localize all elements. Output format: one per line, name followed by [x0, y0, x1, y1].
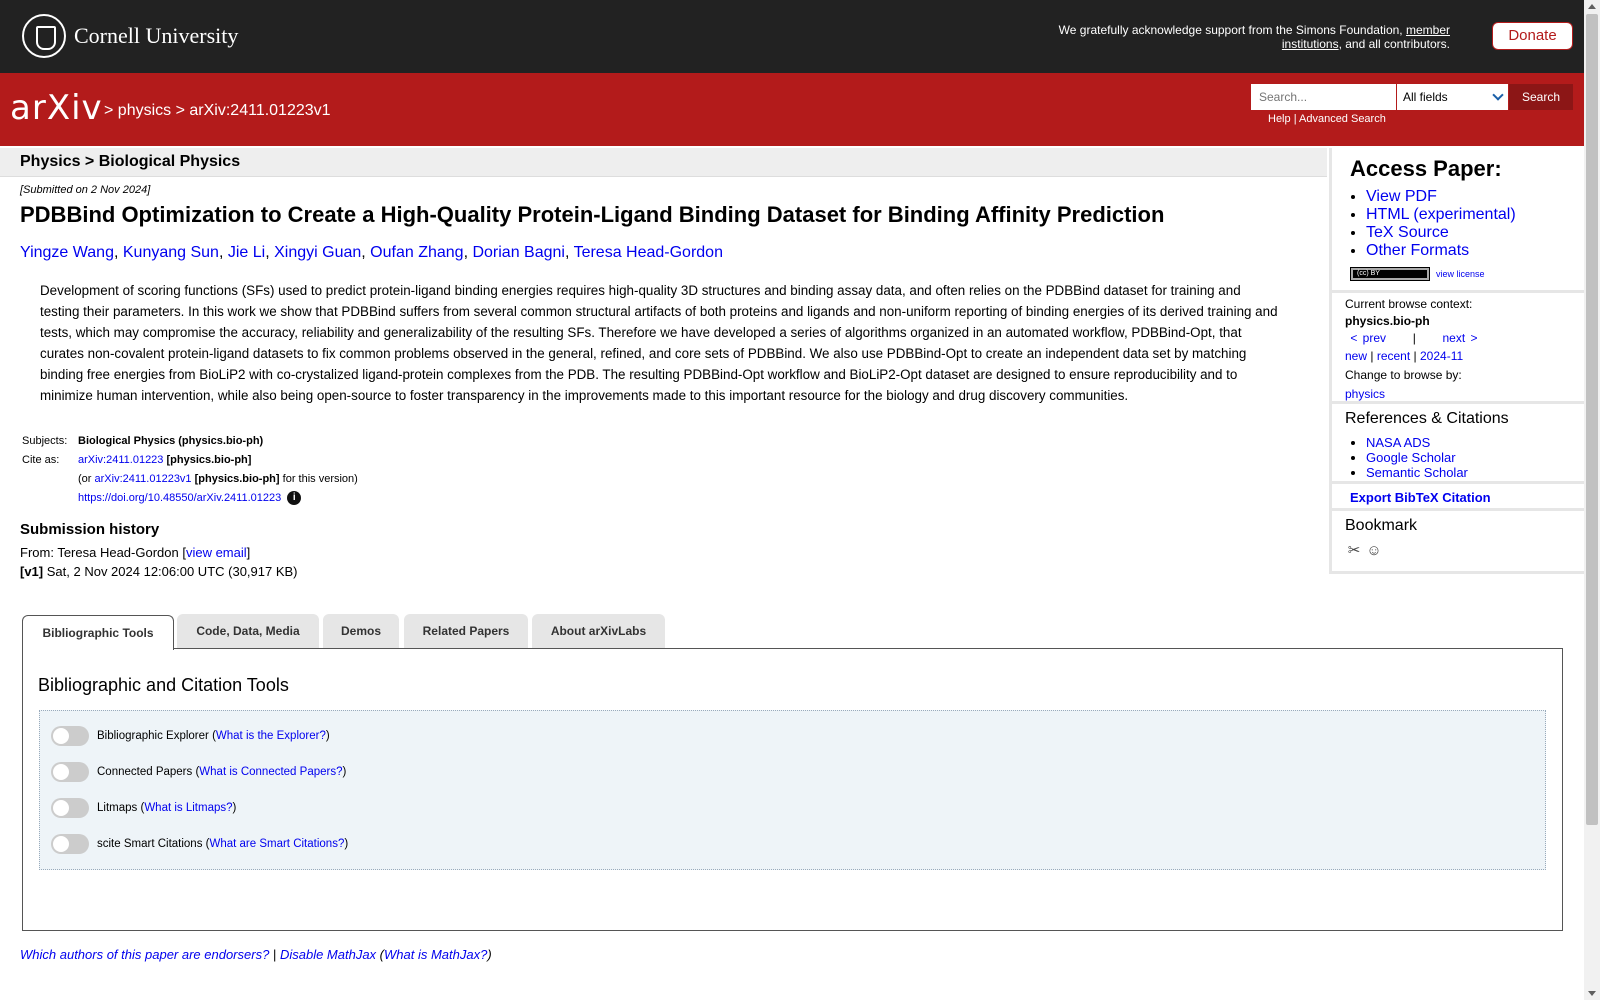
tab-about-arxivlabs[interactable]: About arXivLabs — [532, 614, 665, 648]
paper-title: PDBBind Optimization to Create a High-Quality Protein-Ligand Binding Dataset for Binding Affinity Prediction — [20, 202, 1165, 227]
submission-history-title: Submission history — [20, 521, 160, 538]
scrollbar-thumb[interactable] — [1586, 14, 1598, 825]
donate-button[interactable]: Donate — [1492, 22, 1573, 50]
chevron-down-icon — [1492, 89, 1503, 100]
tool-label: Bibliographic Explorer — [97, 730, 209, 742]
connected-papers-toggle[interactable] — [51, 762, 89, 782]
tab-code-data-media[interactable]: Code, Data, Media — [177, 614, 319, 648]
author-link[interactable]: Xingyi Guan — [274, 244, 362, 261]
version-suffix: for this version) — [282, 472, 358, 485]
browse-context-label: Current browse context: — [1345, 297, 1473, 311]
access-paper-title: Access Paper: — [1350, 156, 1502, 181]
cite-category: [physics.bio-ph] — [166, 453, 252, 466]
search-field-select[interactable] — [1397, 84, 1508, 110]
nav-separator: | — [1412, 331, 1416, 345]
what-is-litmaps-link[interactable]: What is Litmaps? — [144, 802, 233, 814]
view-pdf-link[interactable]: View PDF — [1366, 188, 1437, 205]
litmaps-toggle[interactable] — [51, 798, 89, 818]
listing-separator: | — [1413, 349, 1417, 363]
export-bibtex-link[interactable]: Export BibTeX Citation — [1350, 490, 1491, 505]
vertical-scrollbar[interactable] — [1584, 0, 1600, 1000]
version-history-v1 — [20, 564, 298, 579]
help-separator: | — [1293, 113, 1297, 125]
tool-label: scite Smart Citations — [97, 838, 203, 850]
what-is-explorer-link[interactable]: What is the Explorer? — [215, 730, 326, 742]
tool-litmaps: Litmaps ( What is Litmaps? ) — [51, 797, 236, 819]
help-links — [1268, 113, 1386, 125]
author-link[interactable]: Oufan Zhang — [370, 244, 464, 261]
breadcrumb — [104, 102, 331, 120]
search-field-value: All fields — [1403, 90, 1448, 104]
version-category: [physics.bio-ph] — [194, 472, 280, 485]
footer-separator: | — [272, 947, 277, 962]
what-is-connected-papers-link[interactable]: What is Connected Papers? — [199, 766, 343, 778]
author-link[interactable]: Jie Li — [227, 244, 266, 261]
month-link[interactable]: 2024-11 — [1420, 349, 1464, 363]
version-prefix: (or — [78, 472, 92, 485]
listing-links — [1345, 349, 1463, 363]
breadcrumb-paper-id: arXiv:2411.01223v1 — [189, 102, 331, 119]
author-link[interactable]: Teresa Head-Gordon — [573, 244, 723, 261]
bibliographic-explorer-toggle[interactable] — [51, 726, 89, 746]
what-are-smart-citations-link[interactable]: What are Smart Citations? — [209, 838, 345, 850]
cornell-logo[interactable] — [22, 14, 238, 58]
author-list: Yingze Wang, Kunyang Sun, Jie Li, Xingyi Guan, Oufan Zhang, Dorian Bagni, Teresa Head-Gordon — [20, 244, 723, 261]
change-browse-label: Change to browse by: — [1345, 368, 1462, 382]
bibsonomy-icon[interactable]: ✂ — [1347, 542, 1361, 559]
new-link[interactable]: new — [1345, 349, 1368, 363]
references-panel — [1329, 404, 1584, 484]
subjects-value: Biological Physics (physics.bio-ph) — [78, 434, 264, 447]
google-scholar-link[interactable]: Google Scholar — [1366, 450, 1456, 465]
html-experimental-link[interactable]: HTML (experimental) — [1366, 206, 1516, 223]
submitter-line — [20, 545, 250, 560]
version-id-link[interactable]: arXiv:2411.01223v1 — [94, 472, 192, 485]
browse-context-value: physics.bio-ph — [1345, 314, 1430, 328]
tab-panel-bibliographic-tools — [22, 648, 1563, 931]
prev-link[interactable]: < prev — [1350, 331, 1387, 345]
tool-label: Litmaps — [97, 802, 138, 814]
metadata-table — [20, 431, 358, 507]
reddit-icon[interactable]: ☺ — [1366, 542, 1382, 559]
what-is-mathjax-link[interactable]: What is MathJax? — [384, 947, 488, 962]
advanced-search-link[interactable]: Advanced Search — [1299, 113, 1386, 125]
references-title: References & Citations — [1345, 410, 1509, 427]
tools-heading: Bibliographic and Citation Tools — [38, 675, 289, 695]
prev-next-nav — [1345, 331, 1478, 345]
tools-list — [39, 710, 1546, 870]
author-link[interactable]: Yingze Wang — [20, 244, 114, 261]
tab-related-papers[interactable]: Related Papers — [404, 614, 528, 648]
license — [1350, 267, 1485, 281]
search-button[interactable]: Search — [1509, 84, 1573, 110]
browse-context-panel — [1329, 293, 1584, 404]
next-link[interactable]: next > — [1442, 331, 1478, 345]
author-link[interactable]: Dorian Bagni — [472, 244, 565, 261]
abstract: Development of scoring functions (SFs) used to predict protein-ligand binding energies requires high-quality 3D structures and binding assay data, and often relies on the PDBBind dataset for training and testing their parameters. In this work we show that PDBBind suffers from several common structural artifacts of both proteins and ligands and non-uniform reporting of binding energies of its derived training and tests, which may compromise the accuracy, reliability and generalizability of the resulting SFs. Therefore we have developed a series of algorithms organized in an automated workflow, PDBBind-Opt, that curates non-covalent protein-ligand datasets to fix common problems observed in the general, refined, and core sets of PDBBind. We also use PDBBind-Opt to create an independent data set by matching binding free energies from BioLiP2 with co-crystalized ligand-protein complexes from the PDB. The resulting PDBBind-Opt workflow and BioLiP2-Opt dataset are designed to ensure reproducibility and to minimize human intervention, while also being open-source to foster transparency in the improvements made to this important resource for the biology and drug discovery communities. — [40, 283, 1278, 403]
acknowledgement — [1020, 23, 1450, 51]
tab-demos[interactable]: Demos — [323, 614, 399, 648]
cornell-name: Cornell University — [74, 23, 239, 48]
cite-as-label: Cite as: — [22, 453, 60, 466]
breadcrumb-physics[interactable]: physics — [117, 102, 172, 119]
subject-header — [0, 148, 1327, 177]
member-institutions-link[interactable]: member institutions — [1281, 23, 1450, 51]
info-icon[interactable]: i — [287, 491, 301, 505]
tool-connected-papers: Connected Papers ( What is Connected Papers? ) — [51, 761, 346, 783]
tab-bibliographic-tools[interactable]: Bibliographic Tools — [22, 615, 174, 650]
disable-mathjax-link[interactable]: Disable MathJax — [279, 947, 377, 962]
cite-id-link[interactable]: arXiv:2411.01223 — [78, 453, 164, 466]
nasa-ads-link[interactable]: NASA ADS — [1366, 435, 1431, 450]
doi-link[interactable]: https://doi.org/10.48550/arXiv.2411.01223 — [78, 491, 282, 504]
scroll-down-icon[interactable] — [1588, 991, 1596, 996]
bookmark-title: Bookmark — [1345, 517, 1418, 534]
bookmark-panel — [1329, 511, 1584, 574]
listing-separator: | — [1370, 349, 1374, 363]
breadcrumb-separator: > — [175, 102, 185, 119]
from-suffix: ] — [246, 545, 251, 560]
author-link[interactable]: Kunyang Sun — [122, 244, 219, 261]
other-formats-link[interactable]: Other Formats — [1366, 242, 1470, 259]
help-link[interactable]: Help — [1268, 113, 1291, 125]
breadcrumb-separator: > — [104, 102, 114, 119]
tool-bibliographic-explorer: Bibliographic Explorer ( What is the Explorer? ) — [51, 725, 330, 747]
view-email-link[interactable]: view email — [185, 545, 247, 560]
version-date: Sat, 2 Nov 2024 12:06:00 UTC (30,917 KB) — [46, 564, 298, 579]
recent-link[interactable]: recent — [1376, 349, 1411, 363]
tool-scite: scite Smart Citations ( What are Smart Citations? ) — [51, 833, 348, 855]
subjects-label: Subjects: — [22, 434, 68, 447]
top-bar — [0, 0, 1584, 73]
view-license-link[interactable]: view license — [1436, 269, 1485, 279]
scroll-up-icon[interactable] — [1588, 4, 1596, 9]
tex-source-link[interactable]: TeX Source — [1366, 224, 1449, 241]
browse-physics-link[interactable]: physics — [1345, 387, 1386, 401]
subject-header-text: Physics > Biological Physics — [20, 153, 241, 170]
bibtex-panel — [1329, 484, 1584, 511]
version-label: [v1] — [20, 564, 44, 579]
semantic-scholar-link[interactable]: Semantic Scholar — [1366, 465, 1468, 480]
cornell-seal-icon — [22, 14, 66, 58]
scite-toggle[interactable] — [51, 834, 89, 854]
access-paper-panel — [1329, 148, 1584, 293]
submission-date: [Submitted on 2 Nov 2024] — [20, 184, 151, 196]
endorsers-link[interactable]: Which authors of this paper are endorsers? — [20, 947, 270, 962]
license-badge-text: (cc) BY — [1353, 270, 1427, 278]
ack-tail: , and all contributors. — [1338, 37, 1450, 51]
tool-label: Connected Papers — [97, 766, 193, 778]
footer-links: Which authors of this paper are endorsers? | Disable MathJax (What is MathJax?) — [20, 947, 492, 962]
from-prefix: From: Teresa Head-Gordon [ — [20, 545, 186, 560]
arxiv-logo[interactable]: arXiv — [10, 88, 103, 128]
cc-by-license-icon[interactable] — [1350, 267, 1430, 281]
search-input[interactable] — [1251, 84, 1396, 110]
ack-text: We gratefully acknowledge support from the Simons Foundation, — [1058, 23, 1403, 37]
